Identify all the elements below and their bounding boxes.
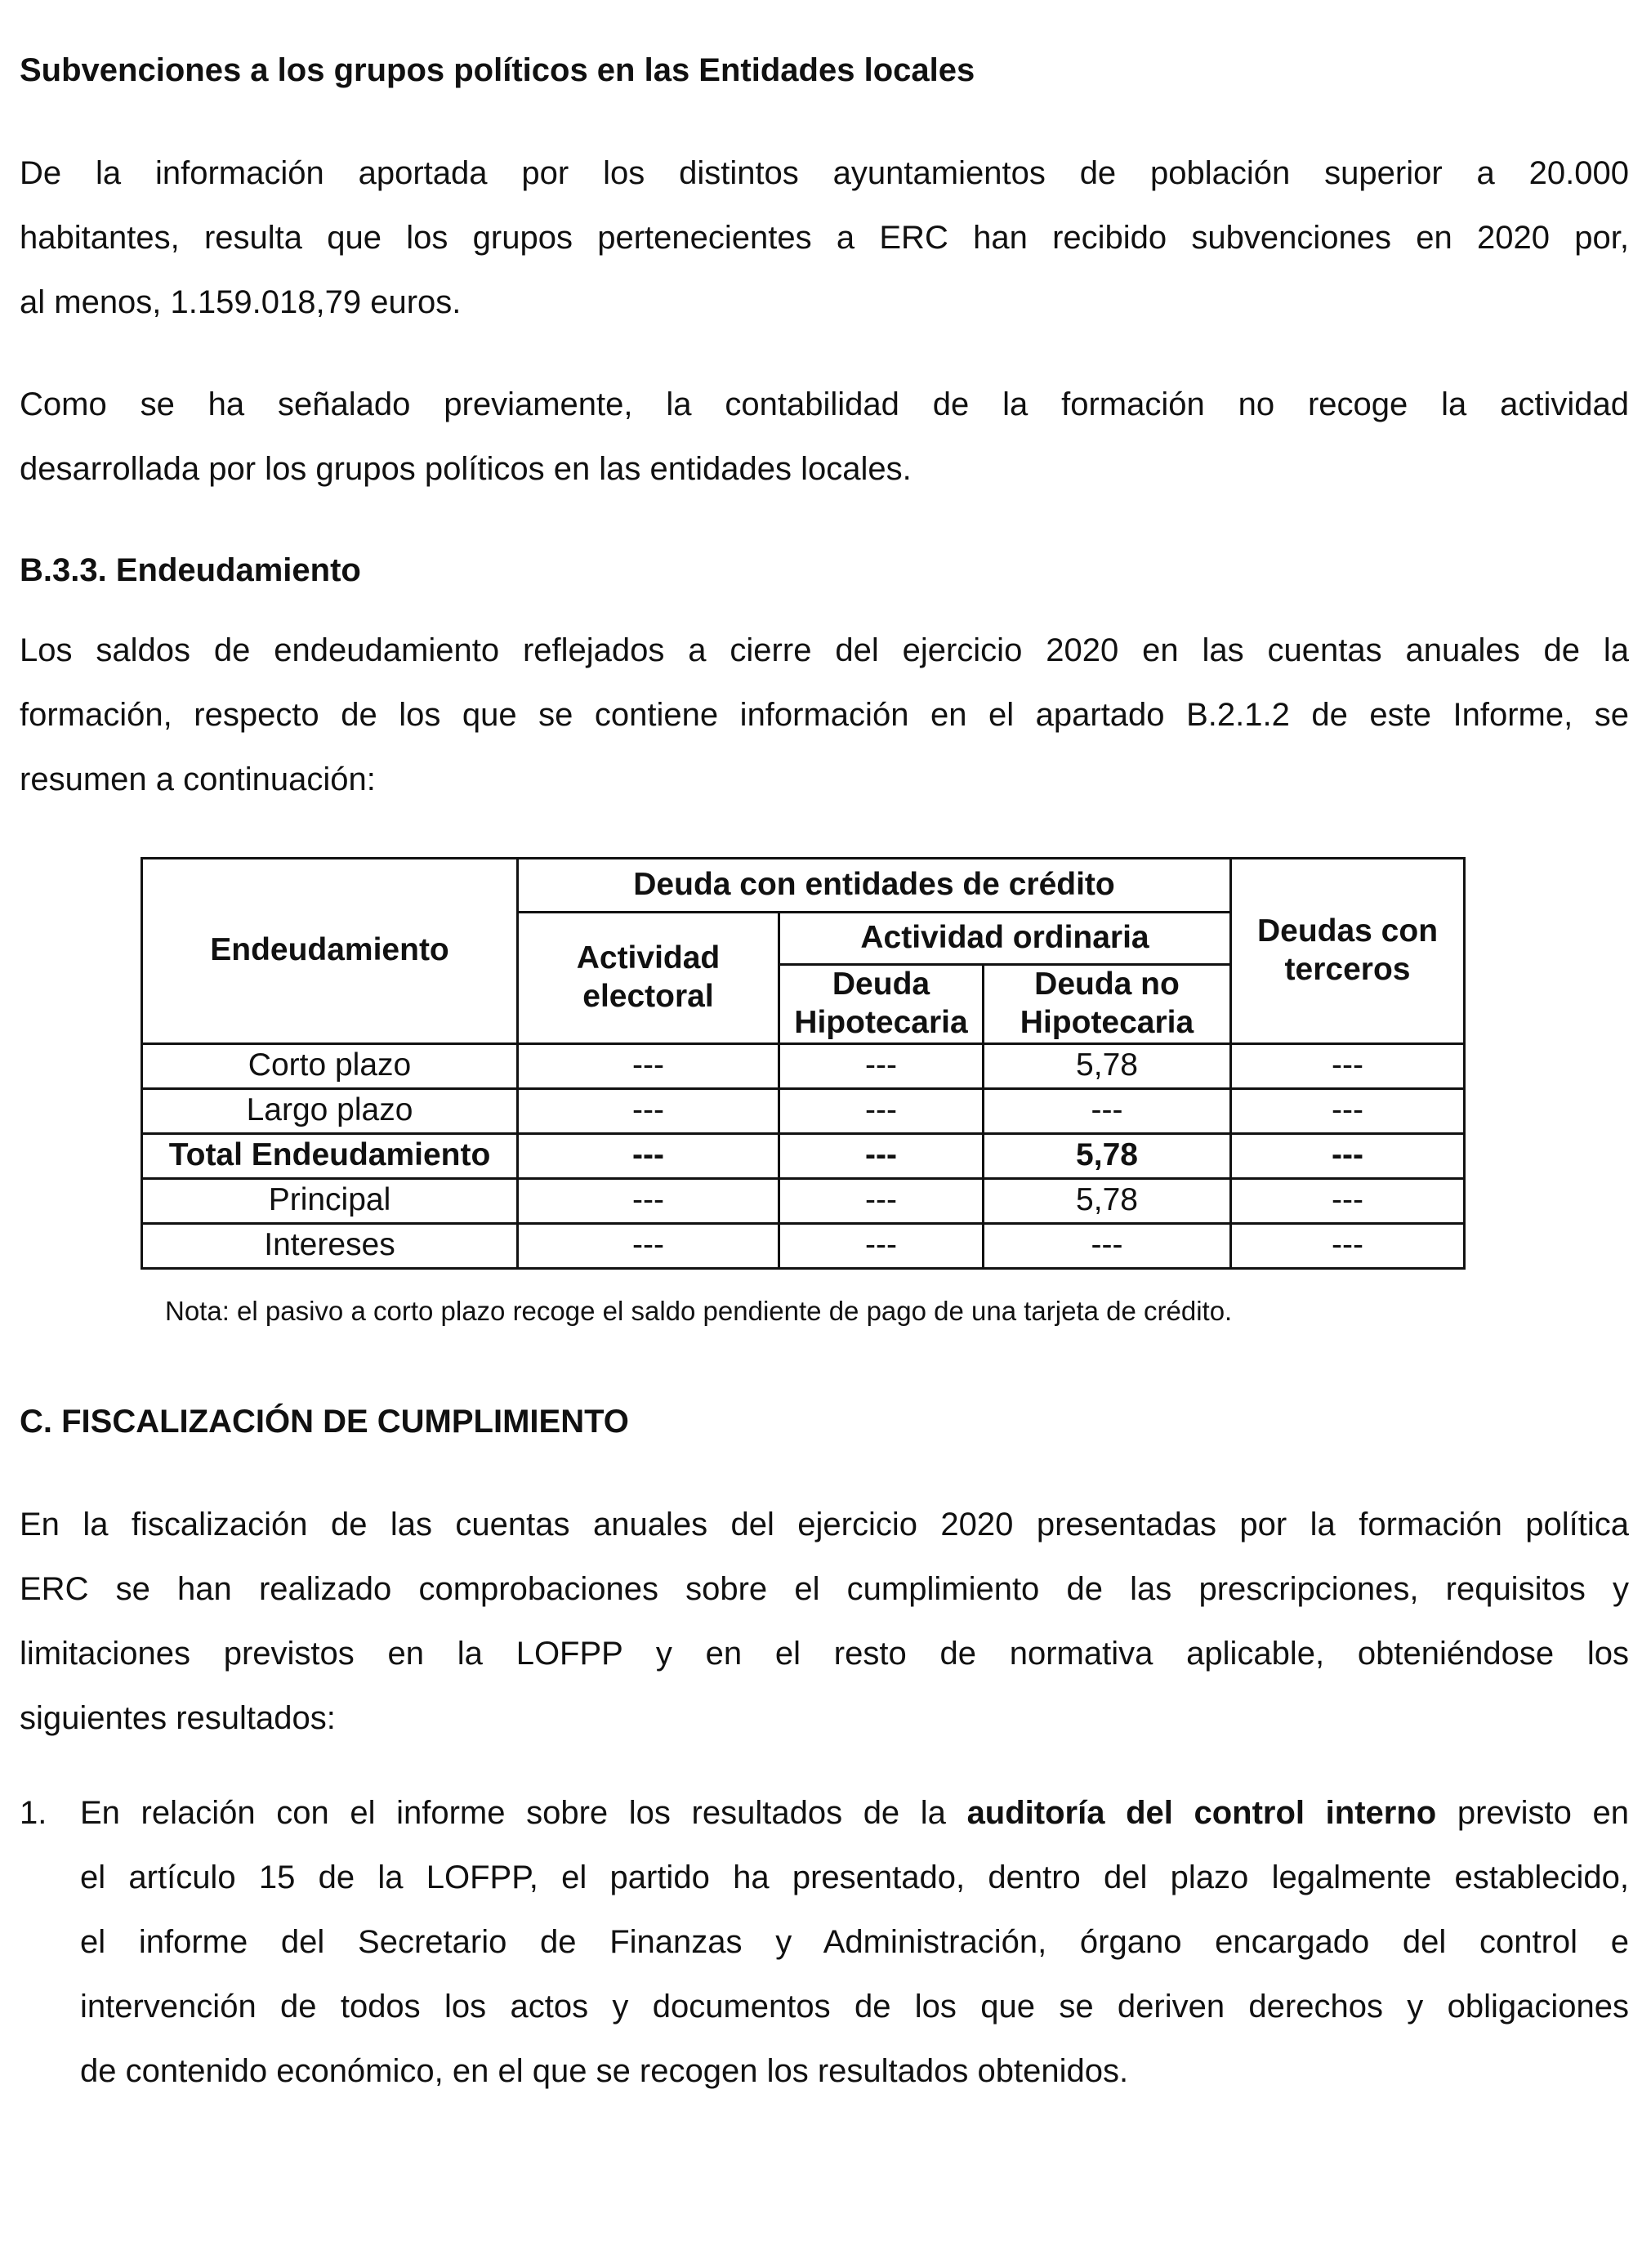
cell-third-party: --- (1231, 1178, 1465, 1223)
paragraph-contabilidad (20, 373, 1629, 502)
header-line: Deudas con (1256, 913, 1439, 949)
table-row (142, 1043, 1465, 1088)
header-line: Deuda (832, 967, 930, 1002)
cell-mortgage: --- (779, 1223, 984, 1268)
cell-electoral: --- (518, 1178, 779, 1223)
cell-electoral: --- (518, 1223, 779, 1268)
text-line: el informe del Secretario de Finanzas y Administración, órgano encargado del control e (80, 1924, 1629, 1960)
bold-term: auditoría del control interno (966, 1795, 1437, 1831)
cell-mortgage: --- (779, 1178, 984, 1223)
header-credit-entities: Deuda con entidades de crédito (518, 859, 1231, 913)
header-line: electoral (582, 978, 714, 1014)
cell-non-mortgage: 5,78 (984, 1178, 1231, 1223)
header-line: Deuda no (1034, 967, 1180, 1002)
text-line: intervención de todos los actos y documentos de los que se deriven derechos y obligaciones (80, 1989, 1629, 2025)
header-mortgage-debt (779, 965, 984, 1044)
table-row-total (142, 1133, 1465, 1178)
cell-non-mortgage: --- (984, 1223, 1231, 1268)
header-line: Hipotecaria (1020, 1004, 1194, 1040)
row-label: Principal (142, 1178, 518, 1223)
text-line: De la información aportada por los distintos ayuntamientos de población superior a 20.000 (20, 155, 1629, 191)
cell-mortgage: --- (779, 1043, 984, 1088)
cell-mortgage: --- (779, 1133, 984, 1178)
text-line (80, 1781, 1629, 1846)
header-line: Hipotecaria (794, 1004, 968, 1040)
heading-subvenciones: Subvenciones a los grupos políticos en las Entidades locales (20, 52, 975, 88)
cell-third-party: --- (1231, 1223, 1465, 1268)
table-note: Nota: el pasivo a corto plazo recoge el saldo pendiente de pago de una tarjeta de crédito. (165, 1296, 1233, 1326)
cell-third-party: --- (1231, 1088, 1465, 1133)
cell-non-mortgage: --- (984, 1088, 1231, 1133)
row-label: Intereses (142, 1223, 518, 1268)
list-number: 1. (20, 1795, 47, 1831)
cell-non-mortgage: 5,78 (984, 1043, 1231, 1088)
header-ordinary-activity: Actividad ordinaria (779, 913, 1231, 965)
text-line: En la fiscalización de las cuentas anuales del ejercicio 2020 presentadas por la formación política (20, 1507, 1629, 1543)
paragraph-fiscalizacion (20, 1493, 1629, 1751)
text-line: resumen a continuación: (20, 761, 376, 797)
text-line: desarrollada por los grupos políticos en las entidades locales. (20, 451, 912, 487)
header-endeudamiento: Endeudamiento (142, 859, 518, 1044)
text-line: habitantes, resulta que los grupos pertenecientes a ERC han recibido subvenciones en 2020 por, (20, 220, 1629, 256)
paragraph-subvenciones (20, 141, 1629, 335)
text-line: el artículo 15 de la LOFPP, el partido ha presentado, dentro del plazo legalmente establecido, (80, 1859, 1629, 1895)
header-non-mortgage-debt (984, 965, 1231, 1044)
header-line: terceros (1284, 951, 1411, 987)
heading-fiscalizacion: C. FISCALIZACIÓN DE CUMPLIMIENTO (20, 1404, 629, 1440)
text-line: formación, respecto de los que se contiene información en el apartado B.2.1.2 de este Informe, se (20, 697, 1629, 733)
text-line: ERC se han realizado comprobaciones sobre el cumplimiento de las prescripciones, requisitos y (20, 1571, 1629, 1607)
cell-electoral: --- (518, 1133, 779, 1178)
text-line: Los saldos de endeudamiento reflejados a cierre del ejercicio 2020 en las cuentas anuales de la (20, 632, 1629, 668)
text-line: de contenido económico, en el que se recogen los resultados obtenidos. (80, 2053, 1129, 2089)
debt-table (141, 857, 1466, 1270)
cell-mortgage: --- (779, 1088, 984, 1133)
header-third-party-debt (1231, 859, 1465, 1044)
table-row (142, 1223, 1465, 1268)
table-row (142, 1178, 1465, 1223)
heading-endeudamiento: B.3.3. Endeudamiento (20, 552, 361, 588)
row-label: Total Endeudamiento (142, 1133, 518, 1178)
cell-electoral: --- (518, 1088, 779, 1133)
text-run: En relación con el informe sobre los resultados de la (80, 1795, 967, 1831)
cell-electoral: --- (518, 1043, 779, 1088)
cell-third-party: --- (1231, 1133, 1465, 1178)
text-line: al menos, 1.159.018,79 euros. (20, 284, 462, 320)
table-row (142, 1088, 1465, 1133)
paragraph-endeudamiento (20, 618, 1629, 812)
header-line: Actividad (576, 940, 721, 976)
row-label: Largo plazo (142, 1088, 518, 1133)
cell-third-party: --- (1231, 1043, 1465, 1088)
row-label: Corto plazo (142, 1043, 518, 1088)
cell-non-mortgage: 5,78 (984, 1133, 1231, 1178)
text-line: limitaciones previstos en la LOFPP y en el resto de normativa aplicable, obteniéndose los (20, 1636, 1629, 1672)
text-line: siguientes resultados: (20, 1700, 336, 1736)
list-item-body (80, 1781, 1629, 2104)
text-run: previsto en (1436, 1795, 1630, 1831)
text-line: Como se ha señalado previamente, la contabilidad de la formación no recoge la actividad (20, 386, 1629, 422)
header-electoral-activity (518, 913, 779, 1044)
